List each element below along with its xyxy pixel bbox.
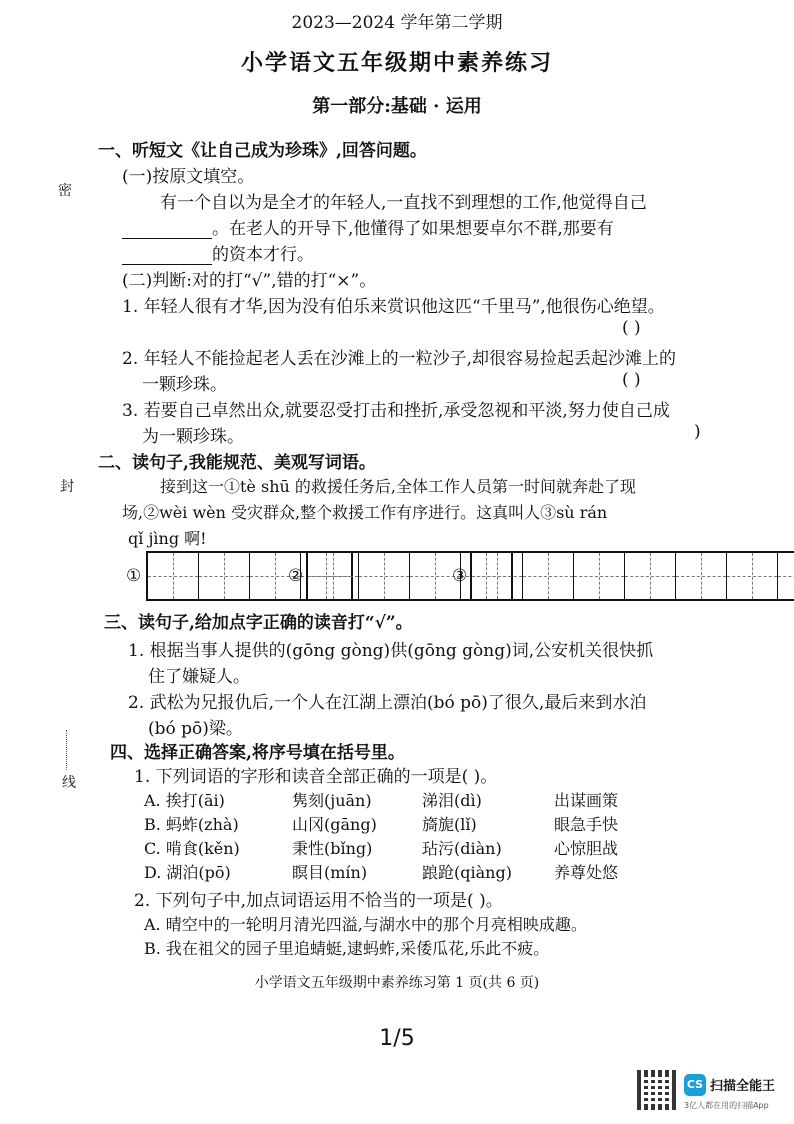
- writing-grid-3[interactable]: [470, 551, 794, 601]
- page-footer: 小学语文五年级期中素养练习第 1 页(共 6 页): [254, 975, 540, 991]
- judge-3-line1: 3. 若要自己卓然出众,就要忍受打击和挫折,承受忽视和平淡,努力使自己成: [122, 401, 670, 421]
- margin-mi: 密: [58, 183, 72, 199]
- option-d-3: 踉跄(qiàng): [422, 863, 512, 882]
- judge-2-line1: 2. 年轻人不能捡起老人丢在沙滩上的一粒沙子,却很容易捡起丢起沙滩上的: [122, 349, 677, 369]
- section2-heading: 二、读句子,我能规范、美观写词语。: [98, 453, 376, 473]
- option-c-4: 心惊胆战: [554, 839, 619, 858]
- s4-q2-option-b: B. 我在祖父的园子里追蜻蜓,逮蚂蚱,采倭瓜花,乐此不疲。: [144, 939, 550, 958]
- section2-line1: 接到这一①tè shū 的救援任务后,全体工作人员第一时间就奔赴了现: [160, 477, 636, 496]
- judge-1: 1. 年轻人很有才华,因为没有伯乐来赏识他这匹“千里马”,他很伤心绝望。: [122, 297, 665, 317]
- grid-number-3: ③: [452, 566, 468, 586]
- grid-cell[interactable]: [676, 553, 727, 599]
- s3-q2-line1: 2. 武松为兄报仇后,一个人在江湖上漂泊(bó pō)了很久,最后来到水泊: [128, 693, 647, 713]
- camscanner-logo-icon: CS: [684, 1074, 706, 1096]
- section1-heading: 一、听短文《让自己成为珍珠》,回答问题。: [98, 141, 427, 161]
- page-title: 小学语文五年级期中素养练习: [240, 50, 553, 76]
- judge-2-answer[interactable]: ( ): [622, 370, 641, 390]
- judge-3-line2: 为一颗珍珠。: [142, 427, 244, 447]
- fill-blank-1[interactable]: [122, 220, 212, 239]
- margin-xian: 线: [62, 775, 76, 791]
- grid-cell[interactable]: [625, 553, 676, 599]
- section3-heading: 三、读句子,给加点字正确的读音打“√”。: [104, 613, 413, 633]
- section1-para1: 有一个自以为是全才的年轻人,一直找不到理想的工作,他觉得自己: [160, 193, 647, 213]
- s3-q2-line2: (bó pō)梁。: [148, 719, 243, 739]
- grid-cell[interactable]: [727, 553, 778, 599]
- section2-line3: qǐ jìng 啊!: [128, 529, 207, 548]
- grid-number-1: ①: [126, 566, 142, 586]
- judge-3-answer[interactable]: ): [694, 422, 701, 442]
- app-name: 扫描全能王: [710, 1079, 776, 1094]
- option-b-2: 山冈(gāng): [292, 815, 377, 834]
- option-b-4: 眼急手快: [554, 815, 619, 834]
- margin-feng: 封: [60, 479, 74, 495]
- option-b-1: B. 蚂蚱(zhà): [144, 815, 239, 834]
- section1-sub1: (一)按原文填空。: [122, 167, 255, 187]
- grid-cell[interactable]: [574, 553, 625, 599]
- grid-cell[interactable]: [199, 553, 250, 599]
- section1-para2: 。在老人的开导下,他懂得了如果想要卓尔不群,那要有: [122, 214, 614, 239]
- grid-cell[interactable]: [472, 553, 523, 599]
- s4-q1: 1. 下列词语的字形和读音全部正确的一项是( )。: [134, 767, 498, 787]
- grid-cell[interactable]: [308, 553, 359, 599]
- section4-heading: 四、选择正确答案,将序号填在括号里。: [110, 743, 405, 763]
- option-b-3: 旖旎(lǐ): [422, 815, 477, 834]
- grid-cell[interactable]: [523, 553, 574, 599]
- option-a-2: 隽刻(juān): [292, 791, 372, 810]
- grid-number-2: ②: [288, 566, 304, 586]
- s3-q1-line2: 住了嫌疑人。: [148, 667, 250, 687]
- term-line: 2023—2024 学年第二学期: [291, 13, 503, 33]
- fill-blank-2[interactable]: [122, 246, 212, 265]
- option-d-1: D. 湖泊(pō): [144, 863, 231, 882]
- section1-para3: 的资本才行。: [122, 240, 314, 265]
- part-heading: 第一部分:基础 · 运用: [312, 96, 482, 117]
- section1-sub2: (二)判断:对的打“√”,错的打“×”。: [122, 271, 377, 291]
- s3-q1-line1: 1. 根据当事人提供的(gōng gòng)供(gōng gòng)词,公安机关很快抓: [128, 641, 654, 661]
- judge-1-answer[interactable]: ( ): [622, 318, 641, 338]
- s4-q2-option-a: A. 晴空中的一轮明月清光四溢,与湖水中的那个月亮相映成趣。: [144, 915, 587, 934]
- margin-dotted-line: [66, 730, 67, 770]
- option-c-3: 玷污(diàn): [422, 839, 502, 858]
- s4-q2: 2. 下列句子中,加点词语运用不恰当的一项是( )。: [134, 891, 503, 911]
- option-a-3: 涕泪(dì): [422, 791, 482, 810]
- qr-code-icon: [637, 1070, 677, 1110]
- page-indicator: 1/5: [379, 1026, 415, 1051]
- section2-line2: 场,②wèi wèn 受灾群众,整个救援工作有序进行。这真叫人③sù rán: [122, 503, 608, 522]
- option-a-1: A. 挨打(āi): [144, 791, 225, 810]
- option-d-2: 瞑目(mín): [292, 863, 368, 882]
- app-tagline: 3亿人都在用的扫描App: [684, 1101, 769, 1110]
- judge-2-line2: 一颗珍珠。: [142, 375, 227, 395]
- option-c-2: 秉性(bǐng): [292, 839, 373, 858]
- option-a-4: 出谋画策: [554, 791, 619, 810]
- grid-cell[interactable]: [359, 553, 410, 599]
- option-d-4: 养尊处悠: [554, 863, 619, 882]
- option-c-1: C. 啃食(kěn): [144, 839, 240, 858]
- grid-cell[interactable]: [148, 553, 199, 599]
- grid-cell[interactable]: [778, 553, 794, 599]
